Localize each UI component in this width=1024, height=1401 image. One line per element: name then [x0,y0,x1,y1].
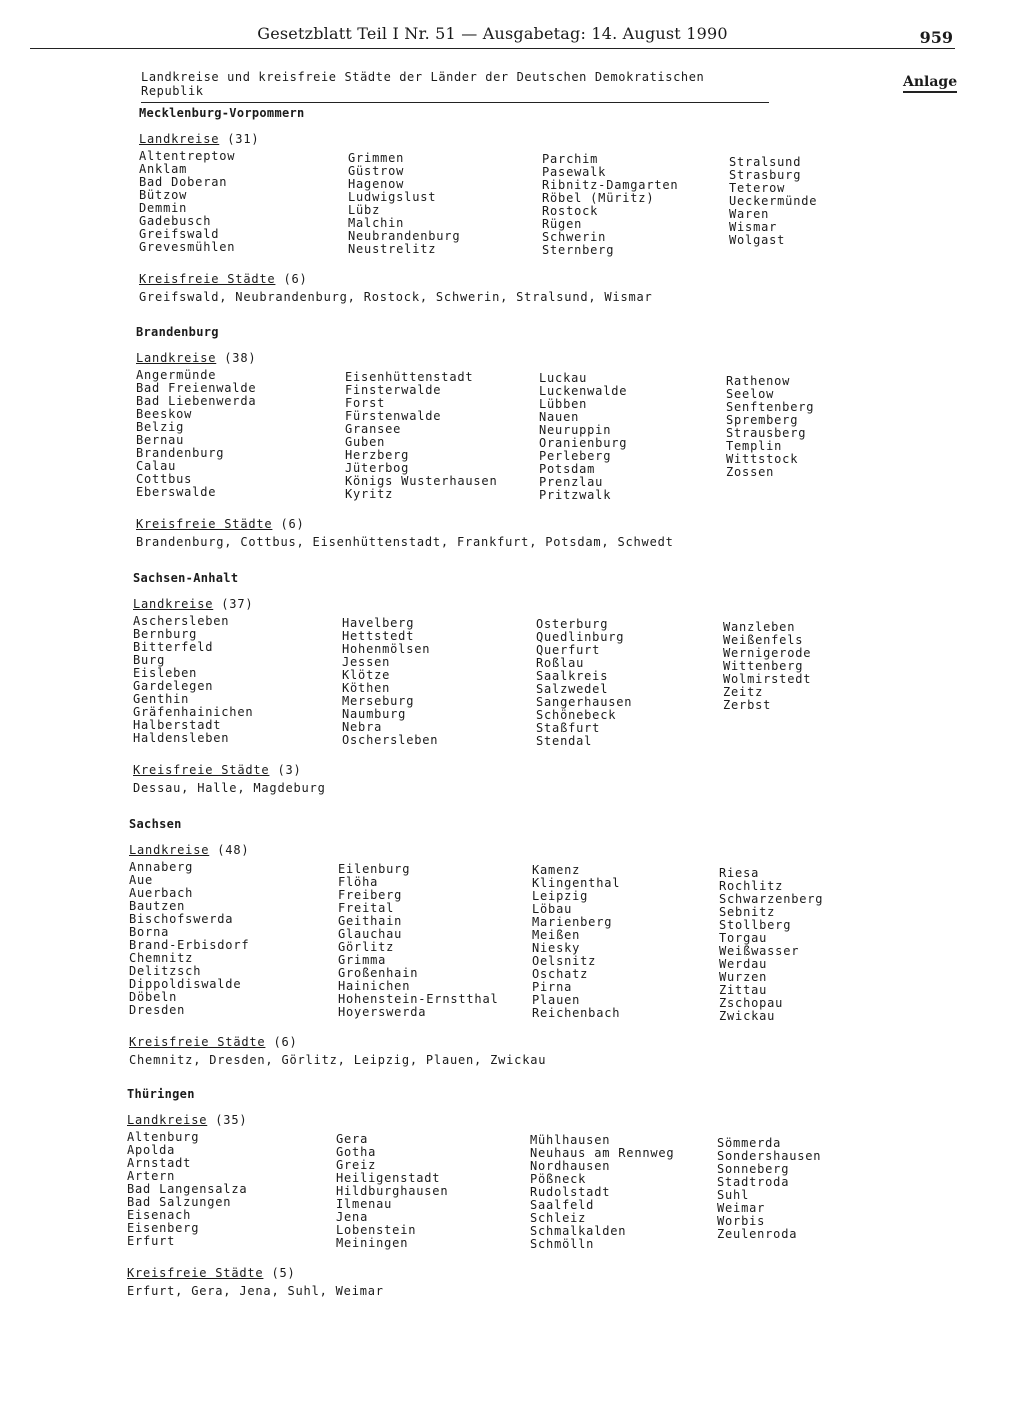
landkreise-column [530,1134,730,1251]
list-item: Torgau [719,931,768,945]
list-item: Schwarzenberg [719,892,824,906]
list-item: Ludwigslust [348,190,437,204]
landkreise-column [719,867,919,1023]
landkreise-count: (38) [224,351,257,365]
state-section [136,325,976,549]
list-item: Köthen [342,681,391,695]
list-item: Querfurt [536,643,601,657]
list-item: Wolgast [729,233,786,247]
list-item: Pritzwalk [539,488,612,502]
list-item: Grimmen [348,151,405,165]
list-item: Delitzsch [129,964,202,978]
list-item: Eisleben [133,666,198,680]
annex-label: Anlage [903,74,957,93]
landkreise-column [129,861,329,1017]
list-item: Dippoldiswalde [129,977,242,991]
landkreise-count: (48) [217,843,250,857]
list-item: Eberswalde [136,485,217,499]
list-item: Schwerin [542,230,607,244]
list-item: Schmölln [530,1237,595,1251]
state-name: Thüringen [127,1087,195,1101]
list-item: Leipzig [532,889,589,903]
list-item: Oschatz [532,967,589,981]
kreisfreie-count: (3) [277,763,302,777]
list-item: Gransee [345,422,402,436]
list-item: Belzig [136,420,185,434]
list-item: Weimar [717,1201,766,1215]
list-item: Aschersleben [133,614,230,628]
list-item: Eisenhüttenstadt [345,370,474,384]
landkreise-column [133,615,333,745]
list-item: Rudolstadt [530,1185,611,1199]
list-item: Seelow [726,387,775,401]
list-item: Strasburg [729,168,802,182]
list-item: Apolda [127,1143,176,1157]
landkreise-columns [139,150,979,262]
kreisfreie-label: Kreisfreie Städte [136,517,273,531]
list-item: Aue [129,873,154,887]
list-item: Sternberg [542,243,615,257]
kreisfreie-label: Kreisfreie Städte [129,1035,266,1049]
list-item: Zeitz [723,685,764,699]
list-item: Königs Wusterhausen [345,474,498,488]
kreisfreie-list: Dessau, Halle, Magdeburg [133,781,326,795]
list-item: Cottbus [136,472,193,486]
landkreise-count: (35) [215,1113,248,1127]
list-item: Lobenstein [336,1223,417,1237]
list-item: Bad Doberan [139,175,228,189]
list-item: Wanzleben [723,620,796,634]
list-item: Riesa [719,866,760,880]
list-item: Genthin [133,692,190,706]
state-name: Brandenburg [136,325,219,339]
landkreise-column [539,372,739,502]
list-item: Luckau [539,371,588,385]
list-item: Grimma [338,953,387,967]
kreisfreie-list: Chemnitz, Dresden, Görlitz, Leipzig, Plauen, Zwickau [129,1053,547,1067]
kreisfreie-heading [127,1266,967,1282]
list-item: Eisenberg [127,1221,200,1235]
list-item: Osterburg [536,617,609,631]
list-item: Neustrelitz [348,242,437,256]
landkreise-column [342,617,542,747]
list-item: Hagenow [348,177,405,191]
list-item: Wismar [729,220,778,234]
list-item: Pasewalk [542,165,607,179]
list-item: Sondershausen [717,1149,822,1163]
landkreise-label: Landkreise [127,1113,208,1127]
list-item: Hainichen [338,979,411,993]
list-item: Spremberg [726,413,799,427]
list-item: Artern [127,1169,176,1183]
list-item: Bernburg [133,627,198,641]
landkreise-columns [133,615,973,753]
page-header [30,22,955,49]
list-item: Rügen [542,217,583,231]
list-item: Gardelegen [133,679,214,693]
list-item: Klötze [342,668,391,682]
list-item: Salzwedel [536,682,609,696]
list-item: Herzberg [345,448,410,462]
list-item: Auerbach [129,886,194,900]
list-item: Hoyerswerda [338,1005,427,1019]
landkreise-column [127,1131,327,1248]
landkreise-count: (37) [221,597,254,611]
kreisfreie-list: Brandenburg, Cottbus, Eisenhüttenstadt, Frankfurt, Potsdam, Schwedt [136,535,674,549]
list-item: Altentreptow [139,149,236,163]
list-item: Glauchau [338,927,403,941]
list-item: Sebnitz [719,905,776,919]
kreisfreie-count: (6) [273,1035,298,1049]
list-item: Erfurt [127,1234,176,1248]
list-item: Prenzlau [539,475,604,489]
kreisfreie-heading [136,517,976,533]
list-item: Geithain [338,914,403,928]
list-item: Kyritz [345,487,394,501]
list-item: Ribnitz-Damgarten [542,178,679,192]
state-section [139,106,979,304]
state-section [127,1087,967,1298]
list-item: Forst [345,396,386,410]
list-item: Jena [336,1210,369,1224]
list-item: Perleberg [539,449,612,463]
list-item: Finsterwalde [345,383,442,397]
kreisfreie-heading [133,763,973,779]
list-item: Pirna [532,980,573,994]
list-item: Großenhain [338,966,419,980]
landkreise-columns [136,369,976,507]
list-item: Rostock [542,204,599,218]
list-item: Guben [345,435,386,449]
kreisfreie-label: Kreisfreie Städte [127,1266,264,1280]
list-item: Neuruppin [539,423,612,437]
kreisfreie-label: Kreisfreie Städte [133,763,270,777]
list-item: Angermünde [136,368,217,382]
list-item: Arnstadt [127,1156,192,1170]
list-item: Calau [136,459,177,473]
list-item: Wurzen [719,970,768,984]
list-item: Bad Freienwalde [136,381,257,395]
list-item: Parchim [542,152,599,166]
list-item: Zschopau [719,996,784,1010]
landkreise-label: Landkreise [129,843,210,857]
list-item: Bad Langensalza [127,1182,248,1196]
landkreise-column [542,153,742,257]
list-item: Gera [336,1132,369,1146]
list-item: Suhl [717,1188,750,1202]
kreisfreie-count: (6) [280,517,305,531]
list-item: Neubrandenburg [348,229,461,243]
list-item: Annaberg [129,860,194,874]
list-item: Meiningen [336,1236,409,1250]
list-item: Wittenberg [723,659,804,673]
landkreise-column [536,618,736,748]
list-item: Stollberg [719,918,792,932]
list-item: Staßfurt [536,721,601,735]
list-item: Klingenthal [532,876,621,890]
state-section [129,817,969,1067]
list-item: Dresden [129,1003,186,1017]
list-item: Merseburg [342,694,415,708]
landkreise-heading [133,597,973,613]
list-item: Bautzen [129,899,186,913]
list-item: Fürstenwalde [345,409,442,423]
kreisfreie-count: (5) [271,1266,296,1280]
list-item: Freital [338,901,395,915]
list-item: Flöha [338,875,379,889]
list-item: Schönebeck [536,708,617,722]
list-item: Oelsnitz [532,954,597,968]
state-name: Sachsen [129,817,182,831]
document-title: Landkreise und kreisfreie Städte der Länder der Deutschen Demokratischen Republik [141,70,769,103]
list-item: Nauen [539,410,580,424]
list-item: Saalkreis [536,669,609,683]
list-item: Saalfeld [530,1198,595,1212]
state-name: Mecklenburg-Vorpommern [139,106,305,120]
landkreise-heading [139,132,979,148]
list-item: Schleiz [530,1211,587,1225]
list-item: Lübben [539,397,588,411]
list-item: Halberstadt [133,718,222,732]
list-item: Wittstock [726,452,799,466]
landkreise-column [139,150,339,254]
list-item: Bernau [136,433,185,447]
list-item: Lübz [348,203,381,217]
list-item: Jüterbog [345,461,410,475]
kreisfreie-label: Kreisfreie Städte [139,272,276,286]
list-item: Oschersleben [342,733,439,747]
landkreise-column [729,156,929,247]
list-item: Löbau [532,902,573,916]
landkreise-columns [129,861,969,1025]
list-item: Nebra [342,720,383,734]
list-item: Görlitz [338,940,395,954]
list-item: Plauen [532,993,581,1007]
list-item: Beeskow [136,407,193,421]
list-item: Hohenstein-Ernstthal [338,992,499,1006]
list-item: Templin [726,439,783,453]
list-item: Borna [129,925,170,939]
list-item: Sonneberg [717,1162,790,1176]
list-item: Teterow [729,181,786,195]
landkreise-column [726,375,926,479]
list-item: Grevesmühlen [139,240,236,254]
list-item: Döbeln [129,990,178,1004]
list-item: Bad Salzungen [127,1195,232,1209]
list-item: Sömmerda [717,1136,782,1150]
list-item: Weißwasser [719,944,800,958]
list-item: Naumburg [342,707,407,721]
list-item: Chemnitz [129,951,194,965]
list-item: Worbis [717,1214,766,1228]
landkreise-label: Landkreise [136,351,217,365]
list-item: Greifswald [139,227,220,241]
landkreise-columns [127,1131,967,1256]
landkreise-column [336,1133,536,1250]
list-item: Rathenow [726,374,791,388]
kreisfreie-heading [129,1035,969,1051]
list-item: Eisenach [127,1208,192,1222]
state-section [133,571,973,795]
list-item: Malchin [348,216,405,230]
landkreise-column [532,864,732,1020]
list-item: Anklam [139,162,188,176]
list-item: Stralsund [729,155,802,169]
list-item: Wolmirstedt [723,672,812,686]
list-item: Röbel (Müritz) [542,191,655,205]
landkreise-column [348,152,548,256]
list-item: Bitterfeld [133,640,214,654]
landkreise-heading [136,351,976,367]
list-item: Gotha [336,1145,377,1159]
list-item: Wernigerode [723,646,812,660]
list-item: Güstrow [348,164,405,178]
list-item: Stendal [536,734,593,748]
kreisfreie-heading [139,272,979,288]
kreisfreie-count: (6) [283,272,308,286]
list-item: Gadebusch [139,214,212,228]
kreisfreie-list: Erfurt, Gera, Jena, Suhl, Weimar [127,1284,384,1298]
list-item: Nordhausen [530,1159,611,1173]
list-item: Hohenmölsen [342,642,431,656]
list-item: Zeulenroda [717,1227,798,1241]
landkreise-column [338,863,538,1019]
list-item: Bischofswerda [129,912,234,926]
list-item: Haldensleben [133,731,230,745]
list-item: Schmalkalden [530,1224,627,1238]
list-item: Hildburghausen [336,1184,449,1198]
list-item: Burg [133,653,166,667]
gazette-title: Gesetzblatt Teil I Nr. 51 — Ausgabetag: 14. August 1990 [257,24,728,43]
page-number: 959 [919,28,953,47]
list-item: Brand-Erbisdorf [129,938,250,952]
list-item: Senftenberg [726,400,815,414]
landkreise-heading [129,843,969,859]
list-item: Zerbst [723,698,772,712]
list-item: Jessen [342,655,391,669]
landkreise-heading [127,1113,967,1129]
list-item: Eilenburg [338,862,411,876]
landkreise-column [136,369,336,499]
list-item: Neuhaus am Rennweg [530,1146,675,1160]
list-item: Reichenbach [532,1006,621,1020]
landkreise-column [717,1137,917,1241]
landkreise-column [723,621,923,712]
list-item: Marienberg [532,915,613,929]
list-item: Bad Liebenwerda [136,394,257,408]
list-item: Kamenz [532,863,581,877]
list-item: Waren [729,207,770,221]
list-item: Potsdam [539,462,596,476]
list-item: Bützow [139,188,188,202]
list-item: Altenburg [127,1130,200,1144]
list-item: Stadtroda [717,1175,790,1189]
state-name: Sachsen-Anhalt [133,571,239,585]
list-item: Freiberg [338,888,403,902]
list-item: Meißen [532,928,581,942]
list-item: Werdau [719,957,768,971]
landkreise-count: (31) [227,132,260,146]
list-item: Ilmenau [336,1197,393,1211]
list-item: Heiligenstadt [336,1171,441,1185]
kreisfreie-list: Greifswald, Neubrandenburg, Rostock, Schwerin, Stralsund, Wismar [139,290,653,304]
list-item: Rochlitz [719,879,784,893]
list-item: Hettstedt [342,629,415,643]
list-item: Gräfenhainichen [133,705,254,719]
list-item: Niesky [532,941,581,955]
list-item: Mühlhausen [530,1133,611,1147]
list-item: Luckenwalde [539,384,628,398]
list-item: Quedlinburg [536,630,625,644]
list-item: Weißenfels [723,633,804,647]
list-item: Roßlau [536,656,585,670]
landkreise-label: Landkreise [133,597,214,611]
list-item: Pößneck [530,1172,587,1186]
list-item: Greiz [336,1158,377,1172]
list-item: Zwickau [719,1009,776,1023]
list-item: Sangerhausen [536,695,633,709]
list-item: Demmin [139,201,188,215]
landkreise-column [345,371,545,501]
list-item: Brandenburg [136,446,225,460]
list-item: Ueckermünde [729,194,818,208]
list-item: Zossen [726,465,775,479]
list-item: Havelberg [342,616,415,630]
list-item: Oranienburg [539,436,628,450]
list-item: Zittau [719,983,768,997]
landkreise-label: Landkreise [139,132,220,146]
list-item: Strausberg [726,426,807,440]
